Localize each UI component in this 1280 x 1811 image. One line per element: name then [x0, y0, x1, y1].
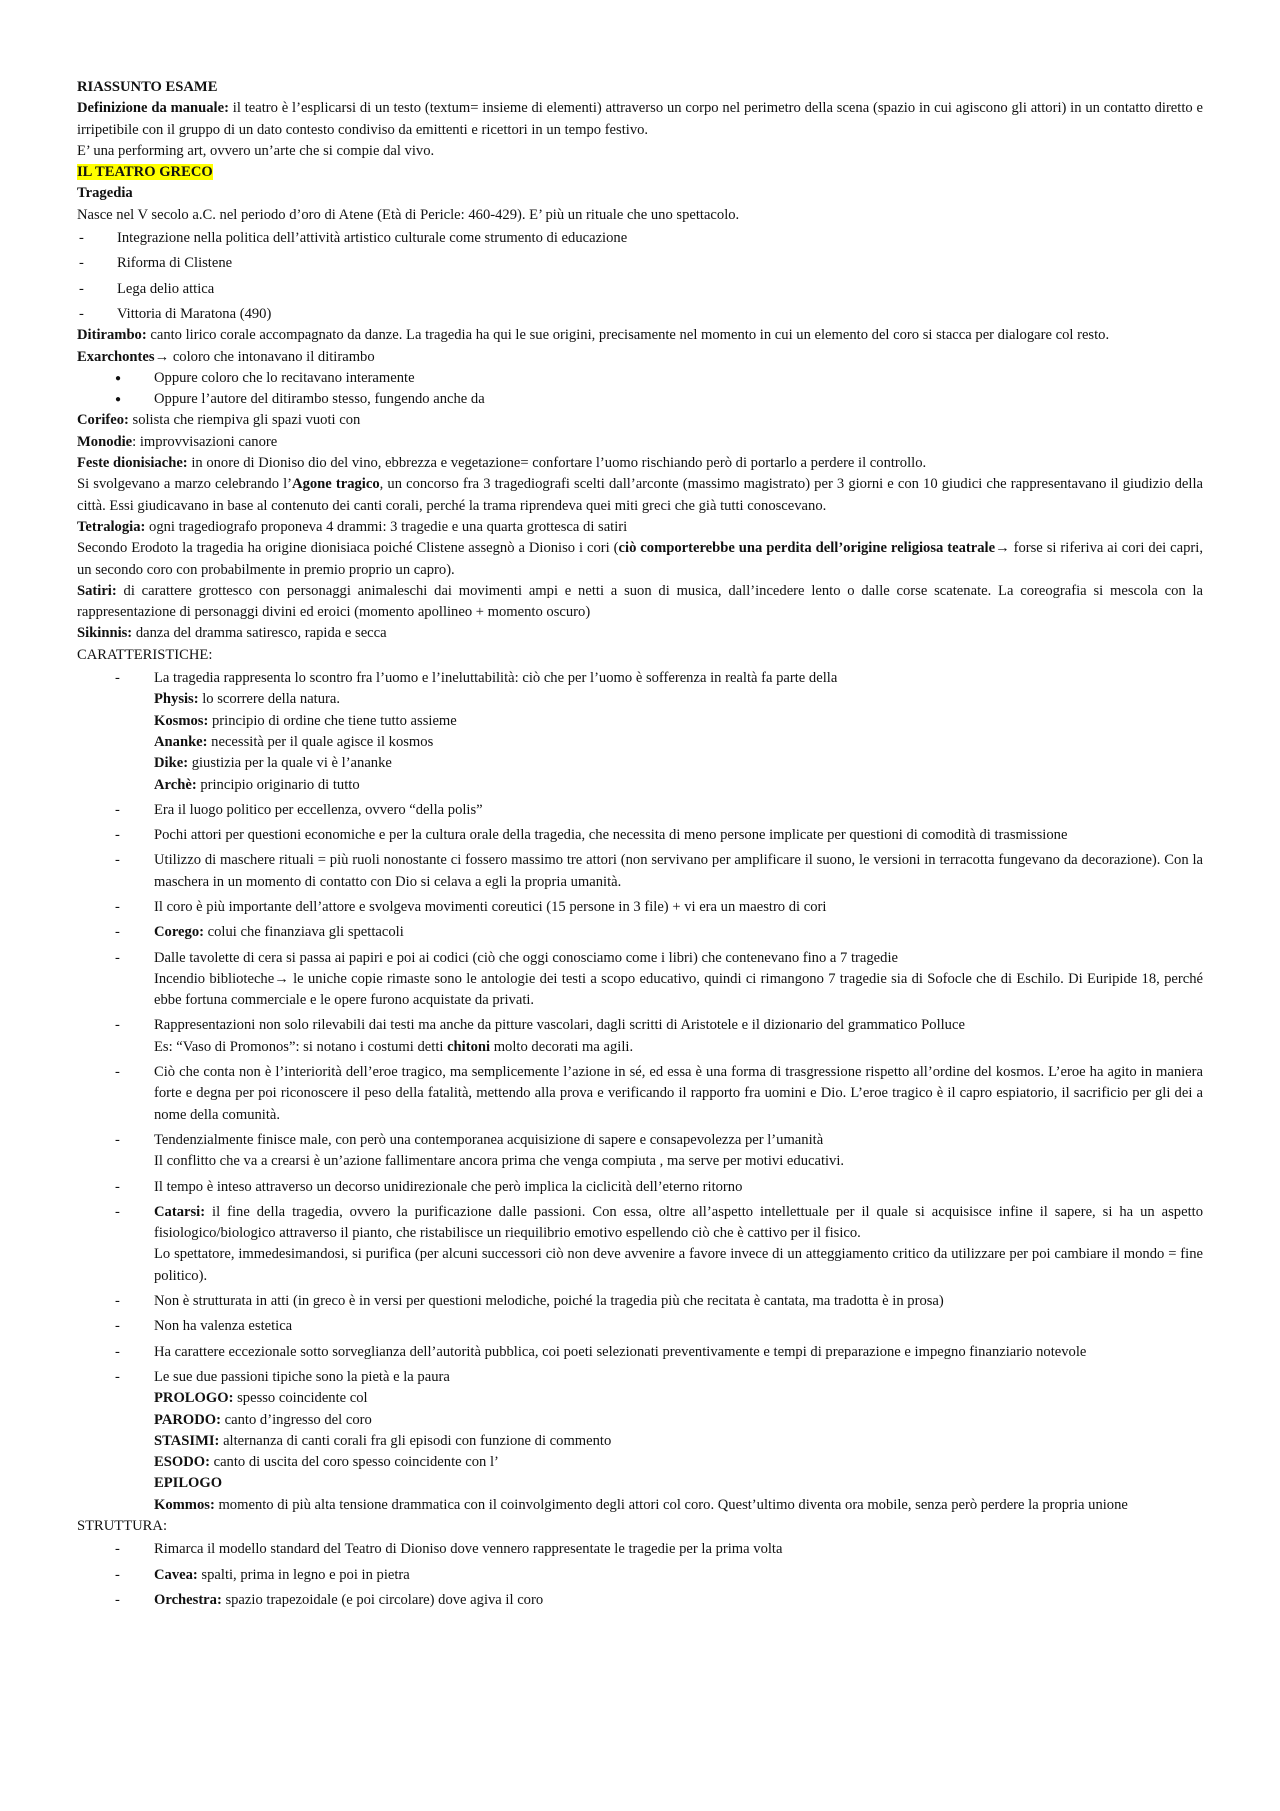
section-title-highlight: IL TEATRO GRECO	[77, 164, 213, 181]
list-item: - Non ha valenza estetica	[115, 1318, 293, 1335]
list-item: - Rimarca il modello standard del Teatro di Dioniso dove vennero rappresentate le tragedie per la prima volta	[115, 1541, 783, 1558]
list-item: - Rappresentazioni non solo rilevabili dai testi ma anche da pitture vascolari, dagli scritti di Aristotele e il dizionario del grammatico Polluce Es: “Vaso di Promonos”: si notano i costumi detti chitoni molto decorati ma agili.	[115, 1017, 965, 1055]
list-item: - Vittoria di Maratona (490)	[79, 305, 272, 322]
arrow-icon: →	[154, 348, 170, 365]
caratteristiche-heading: CARATTERISTICHE:	[77, 646, 213, 663]
list-item: - Non è strutturata in atti (in greco è in versi per questioni melodiche, poiché la tragedia più che recitata è cantata, ma tradotta è in prosa)	[115, 1293, 944, 1310]
arrow-icon: →	[274, 970, 289, 987]
list-item: - Le sue due passioni tipiche sono la pietà e la paura PROLOGO: spesso coincidente col PARODO: canto d’ingresso del coro STASIMI: alternanza di canti corali fra gli episodi con funzione di commento ESODO: canto di uscita del coro spesso coincidente con l’ EPILOGO Kommos: momento di più alta tensione drammatica con il coinvolgimento degli attori col coro. Quest’ultimo diventa ora mobile, senza però perdere la propria unione	[115, 1368, 1128, 1513]
struttura-heading: STRUTTURA:	[77, 1518, 167, 1534]
caratteristiche-list	[77, 668, 1203, 1516]
definition-paragraph: Definizione da manuale: il teatro è l’esplicarsi di un testo (textum= insieme di elementi) attraverso un corpo nel perimetro della scena (spazio in cui agiscono gli attori) in un contatto diretto e irripetibile con il gruppo di un dato contesto condiviso da emittenti e ricettori in un tempo festivo.	[77, 100, 1203, 138]
tetralogia-line: Tetralogia: ogni tragediografo proponeva 4 drammi: 3 tragedie e una quarta grottesca di satiri	[77, 518, 628, 535]
list-item: ● Oppure l’autore del ditirambo stesso, fungendo anche da	[77, 389, 1203, 410]
doc-title: RIASSUNTO ESAME	[77, 79, 218, 95]
list-item: - Era il luogo politico per eccellenza, ovvero “della polis”	[115, 801, 483, 818]
agone-paragraph: Si svolgevano a marzo celebrando l’Agone tragico, un concorso fra 3 tragediografi scelti dall’arconte (massimo magistrato) per 3 giorni e con 10 giudici che rappresentavano il giudizio della città. Essi giudicavano in base al contenuto dei canti corali, perché la trama riprendeva quei miti greci che già tutti conoscevano.	[77, 476, 1203, 514]
list-item: - Orchestra: spazio trapezoidale (e poi circolare) dove agiva il coro	[115, 1591, 544, 1608]
bullet-icon: ●	[115, 372, 122, 384]
list-item: ● Oppure coloro che lo recitavano interamente	[77, 368, 1203, 389]
list-item: - Integrazione nella politica dell’attività artistico culturale come strumento di educazione	[79, 230, 628, 247]
tragedia-heading: Tragedia	[77, 185, 133, 202]
struttura-list	[77, 1539, 1203, 1611]
feste-line: Feste dionisiache: in onore di Dioniso dio del vino, ebbrezza e vegetazione= confortare l’uomo rischiando però di portarlo a perdere il controllo.	[77, 455, 927, 472]
list-item: - Dalle tavolette di cera si passa ai papiri e poi ai codici (ciò che oggi conosciamo come i libri) che contenevano fino a 7 tragedie Incendio biblioteche→ le uniche copie rimaste sono le antologie dei testi a scopo educativo, quindi ci rimangono 7 tragedie sia di Sofocle che di Eschilo. Di Euripide 18, perché ebbe fortuna commerciale e le opere furono acquistate da privati.	[115, 949, 1203, 1009]
sikinnis-line: Sikinnis: danza del dramma satiresco, rapida e secca	[77, 625, 387, 642]
list-item: - Lega delio attica	[79, 280, 215, 297]
list-item: - Cavea: spalti, prima in legno e poi in pietra	[115, 1566, 410, 1583]
list-item: - Catarsi: il fine della tragedia, ovvero la purificazione dalle passioni. Con essa, oltre all’aspetto intellettuale per il quale si acquisisce infine il sapere, si ha un aspetto fisiologico/biologico attraverso il pianto, che ristabilisce un riequilibrio emotivo espellendo ciò che è cattivo per il fisico. Lo spettatore, immedesimandosi, si purifica (per alcuni successori ciò non deve avvenire a favore invece di un atteggiamento critico da utilizzare per poi cambiare il mondo = fine politico).	[115, 1203, 1203, 1284]
list-item: - Il tempo è inteso attraverso un decorso unidirezionale che però implica la ciclicità dell’eterno ritorno	[115, 1178, 743, 1195]
list-item: - La tragedia rappresenta lo scontro fra l’uomo e l’ineluttabilità: ciò che per l’uomo è sofferenza in realtà fa parte della Physis: lo scorrere della natura. Kosmos: principio di ordine che tiene tutto assieme Ananke: necessità per il quale agisce il kosmos Dike: giustizia per la quale vi è l’ananke Archè: principio originario di tutto	[115, 670, 838, 793]
list-item: - Il coro è più importante dell’attore e svolgeva movimenti coreutici (15 persone in 3 file) + vi era un maestro di cori	[115, 898, 827, 915]
exarchontes-line: Exarchontes→ coloro che intonavano il ditirambo	[77, 348, 375, 365]
list-item: - Riforma di Clistene	[79, 255, 233, 272]
corifeo-line: Corifeo: solista che riempiva gli spazi vuoti con	[77, 412, 361, 429]
satiri-paragraph: Satiri: di carattere grottesco con personaggi animaleschi dai movimenti ampi e netti a suon di musica, dall’incedere lento o dalle corse scatenate. La coreografia si mescola con la rappresentazione di personaggi divini ed eroici (momento apollineo + momento oscuro)	[77, 582, 1203, 621]
monodie-line: Monodie: improvvisazioni canore	[77, 433, 278, 450]
performing-art-line: E’ una performing art, ovvero un’arte che si compie dal vivo.	[77, 142, 435, 159]
list-item: - Pochi attori per questioni economiche e per la cultura orale della tragedia, che necessita di meno persone implicate per questioni di comodità di trasmissione	[115, 827, 1068, 844]
arrow-icon: →	[995, 540, 1010, 557]
list-item: - Corego: colui che finanziava gli spettacoli	[115, 924, 404, 941]
list-item: - Ciò che conta non è l’interiorità dell’eroe tragico, ma semplicemente l’azione in sé, ed essa è una forma di trasgressione rispetto all’ordine del kosmos. L’eroe ha agito in maniera forte e degna per poi riconoscere il peso della fatalità, mettendo alla prova e verificando il rapporto fra uomini e Dio. L’eroe tragico è il capro espiatorio, il sacrificio per gli dei a nome della comunità.	[115, 1064, 1203, 1123]
list-item: - Utilizzo di maschere rituali = più ruoli nonostante ci fossero massimo tre attori (non servivano per amplificare il suono, le versioni in terracotta fungevano da decorazione). Con la maschera in un momento di contatto con Dio si celava a egli la propria umanità.	[115, 852, 1203, 890]
origins-list	[77, 228, 1203, 325]
erodoto-paragraph: Secondo Erodoto la tragedia ha origine dionisiaca poiché Clistene assegnò a Dioniso i cori (ciò comporterebbe una perdita dell’origine religiosa teatrale→ forse si riferiva ai cori dei capri, un secondo coro con probabilmente in premio proprio un capro).	[77, 540, 1203, 578]
list-item: - Tendenzialmente finisce male, con però una contemporanea acquisizione di sapere e consapevolezza per l’umanità Il conflitto che va a crearsi è un’azione fallimentare ancora prima che venga compiuta , ma serve per motivi educativi.	[115, 1131, 845, 1170]
list-item: - Ha carattere eccezionale sotto sorveglianza dell’autorità pubblica, coi poeti selezionati preventivamente e tempi di preparazione e impegno finanziario notevole	[115, 1343, 1087, 1360]
ditirambo-paragraph: Ditirambo: canto lirico corale accompagnato da danze. La tragedia ha qui le sue origini, precisamente nel momento in cui un elemento del coro si stacca per dialogare col resto.	[77, 327, 1110, 344]
bullet-icon: ●	[115, 394, 122, 406]
nasce-line: Nasce nel V secolo a.C. nel periodo d’oro di Atene (Età di Pericle: 460-429). E’ più un rituale che uno spettacolo.	[77, 206, 740, 223]
